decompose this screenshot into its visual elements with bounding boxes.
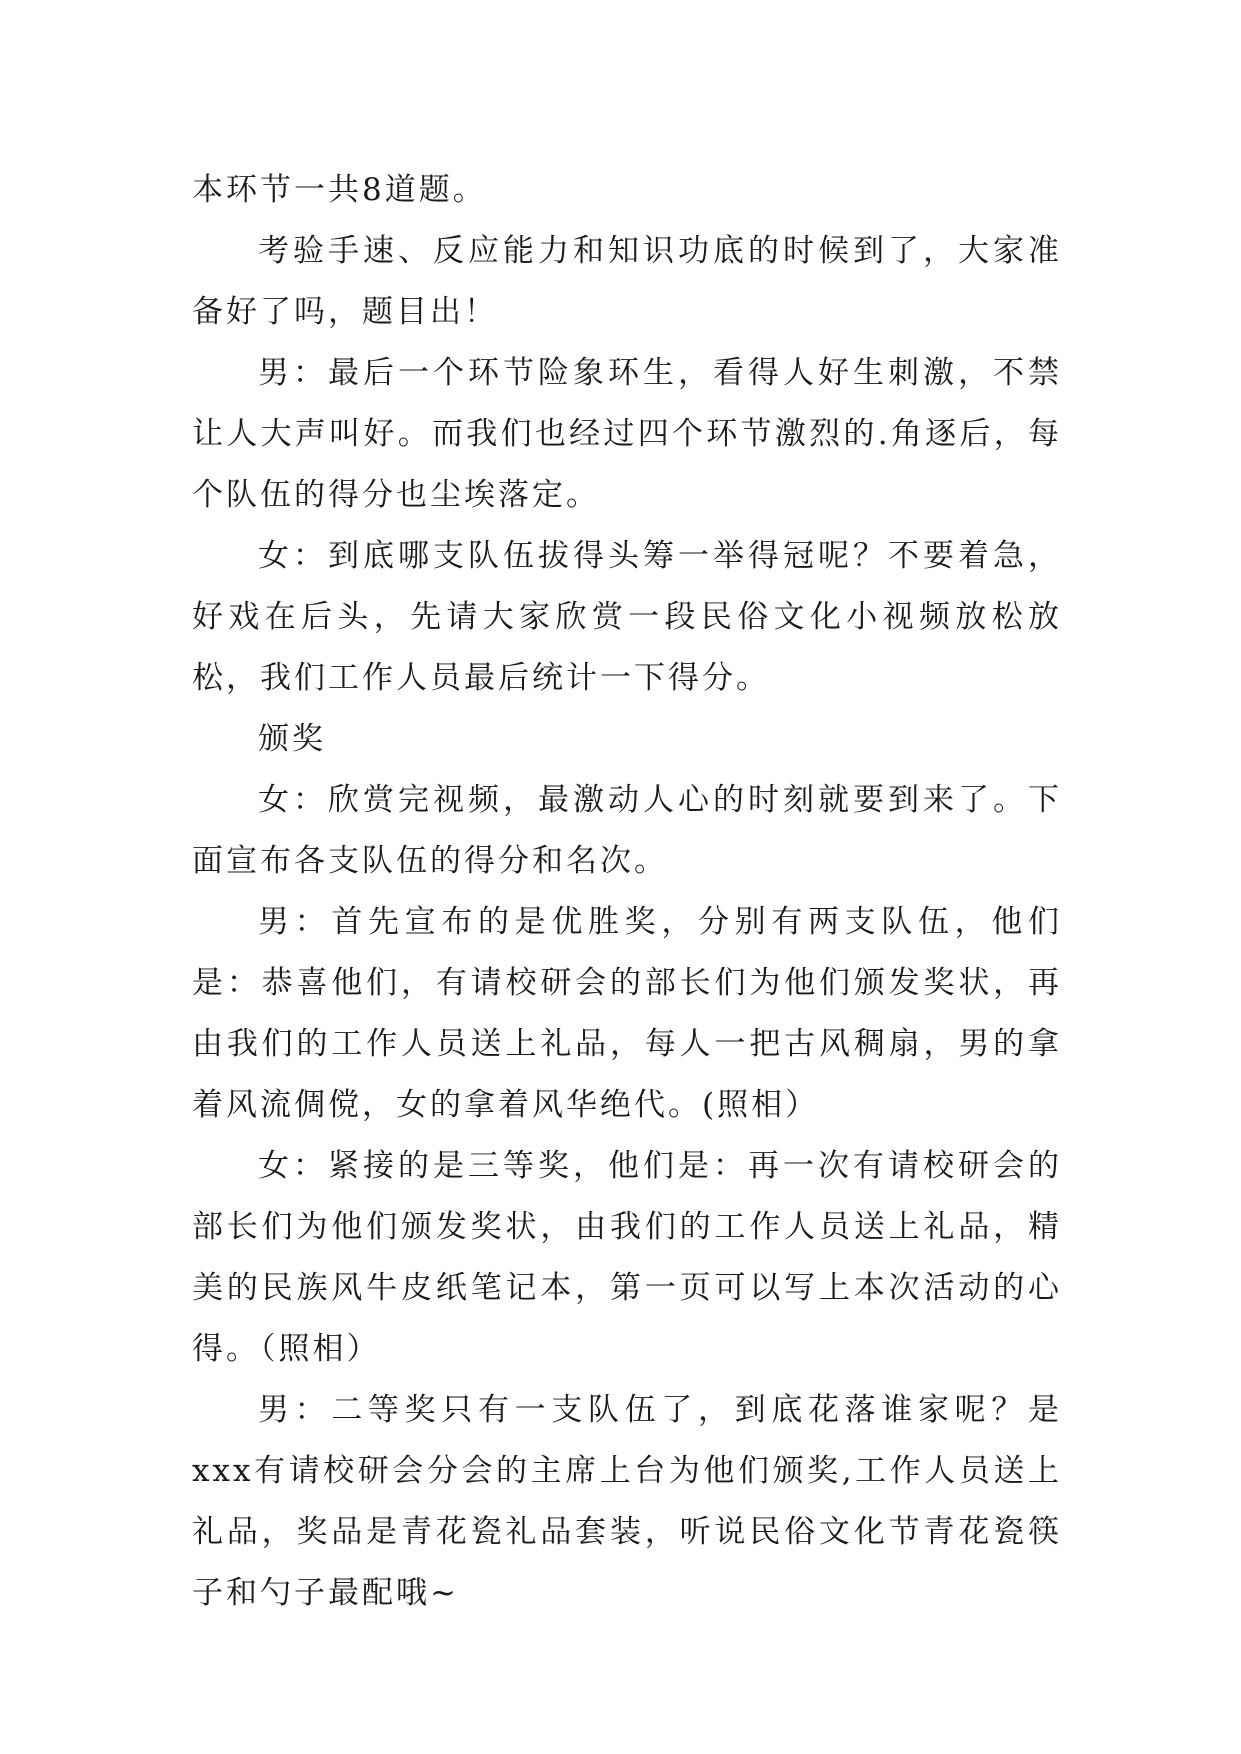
section-heading-awards: 颁奖 xyxy=(258,721,326,757)
paragraph-male-final-round: 男：最后一个环节险象环生，看得人好生刺激，不禁让人大声叫好。而我们也经过四个环节激烈的.角逐后，每个队伍的得分也尘埃落定。 xyxy=(192,355,1062,513)
paragraph-male-second-prize: 男：二等奖只有一支队伍了，到底花落谁家呢？是xxx有请校研会分会的主席上台为他们颁奖,工作人员送上礼品，奖品是青花瓷礼品套装，听说民俗文化节青花瓷筷子和勺子最配哦~ xyxy=(192,1392,1062,1611)
paragraph-female-video: 女：到底哪支队伍拔得头筹一举得冠呢？不要着急，好戏在后头，先请大家欣赏一段民俗文化小视频放松放松，我们工作人员最后统计一下得分。 xyxy=(192,538,1062,696)
paragraph-female-announce: 女：欣赏完视频，最激动人心的时刻就要到来了。下面宣布各支队伍的得分和名次。 xyxy=(192,782,1062,879)
paragraph-male-excellence-award: 男：首先宣布的是优胜奖，分别有两支队伍，他们是：恭喜他们，有请校研会的部长们为他们颁发奖状，再由我们的工作人员送上礼品，每人一把古风稠扇，男的拿着风流倜傥，女的拿着风华绝代。(照相） xyxy=(192,904,1062,1123)
paragraph-female-third-prize: 女：紧接的是三等奖，他们是：再一次有请校研会的部长们为他们颁发奖状，由我们的工作人员送上礼品，精美的民族风牛皮纸笔记本，第一页可以写上本次活动的心得。（照相） xyxy=(192,1148,1062,1367)
document-body xyxy=(192,160,1062,1624)
paragraph-speed-test: 考验手速、反应能力和知识功底的时候到了，大家准备好了吗，题目出！ xyxy=(192,233,1062,330)
paragraph-intro: 本环节一共8道题。 xyxy=(192,172,487,208)
